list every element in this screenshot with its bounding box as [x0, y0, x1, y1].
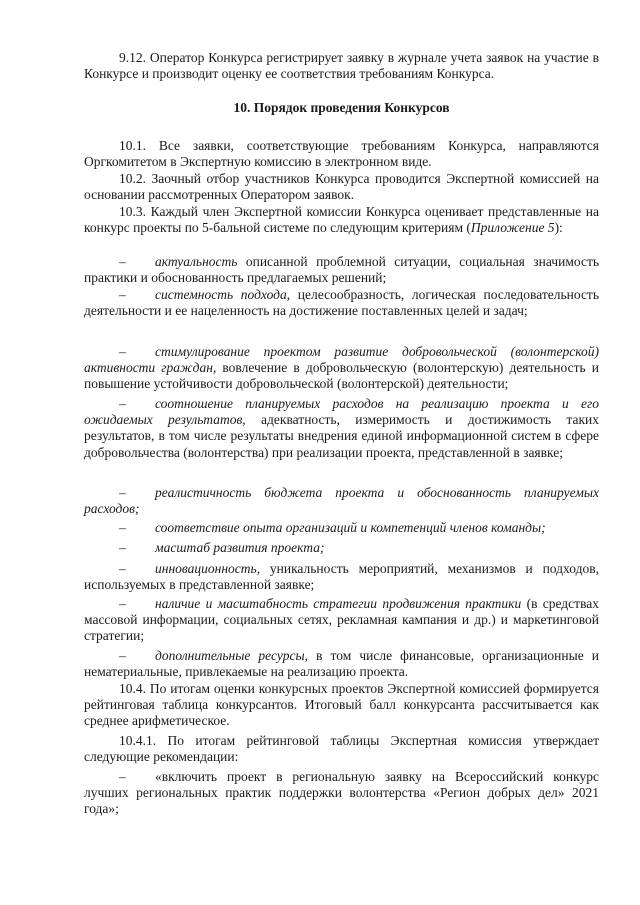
criterion-name: системность подхода, [155, 287, 291, 302]
list-dash: – [119, 485, 126, 500]
criterion-item [84, 287, 599, 319]
criterion-item [84, 254, 599, 286]
paragraph-10-1: 10.1. Все заявки, соответствующие требованиям Конкурса, направляются Оргкомитетом в Экспертную комиссию в электронном виде. [84, 138, 599, 170]
criterion-item [84, 540, 599, 556]
paragraph-10-3-end: ): [554, 220, 563, 236]
criterion-description: описанной проблемной ситуации, социальная значимость практики и обоснованность предлагаемых решений; [84, 254, 599, 286]
list-dash: – [119, 396, 126, 411]
criterion-item [84, 396, 599, 461]
criterion-name: соответствие опыта организаций и компетенций членов команды; [155, 520, 546, 535]
paragraph-10-4-1: 10.4.1. По итогам рейтинговой таблицы Экспертная комиссия утверждает следующие рекомендации: [84, 733, 599, 765]
criterion-name: наличие и масштабность стратегии продвижения практики [155, 596, 522, 611]
criterion-description: в том числе финансовые, организационные и нематериальные, привлекаемые на реализацию проекта. [84, 648, 599, 680]
section-heading: 10. Порядок проведения Конкурсов [233, 100, 450, 115]
list-dash: – [119, 287, 126, 302]
recommendation-item [84, 769, 599, 818]
criterion-name: актуальность [155, 254, 238, 269]
list-dash: – [119, 344, 126, 359]
paragraph-10-4: 10.4. По итогам оценки конкурсных проектов Экспертной комиссией формируется рейтинговая таблица конкурсантов. Итоговый балл конкурсанта рассчитывается как среднее арифметическое. [84, 681, 599, 729]
appendix-reference: Приложение 5 [470, 220, 555, 236]
recommendation-text: «включить проект в региональную заявку на Всероссийский конкурс лучших региональных практик поддержки волонтерства «Регион добрых дел» 2021 года»; [84, 769, 599, 817]
list-dash: – [119, 540, 126, 555]
criterion-description: (в средствах массовой информации, социальных сетях, рекламная кампания и др.) и маркетинговой стратегии; [84, 596, 600, 644]
criterion-description: уникальность мероприятий, механизмов и подходов, используемых в представленной заявке; [84, 561, 599, 593]
criterion-item [84, 344, 599, 393]
criterion-item [84, 485, 599, 517]
paragraph-9-12: 9.12. Оператор Конкурса регистрирует заявку в журнале учета заявок на участие в Конкурсе и производит оценку ее соответствия требованиям Конкурса. [84, 50, 599, 82]
paragraph-10-3-text: 10.3. Каждый член Экспертной комиссии Конкурса оценивает представленные на конкурс проекты по 5-бальной системе по следующим критериям ( [84, 204, 599, 236]
criterion-description: вовлечение в добровольческую (волонтерскую) деятельность и повышение устойчивости добровольческой (волонтерской) деятельности; [84, 360, 599, 392]
paragraph-10-2: 10.2. Заочный отбор участников Конкурса проводится Экспертной комиссией на основании рассмотренных Оператором заявок. [84, 171, 599, 203]
list-dash: – [119, 520, 126, 535]
list-dash: – [119, 254, 126, 269]
criterion-name: стимулирование проектом развитие добровольческой (волонтерской) активности граждан, [84, 344, 599, 376]
list-dash: – [119, 769, 126, 784]
criterion-name: дополнительные ресурсы, [155, 648, 308, 663]
criterion-name: соотношение планируемых расходов на реализацию проекта и его ожидаемых результатов, [84, 396, 599, 428]
list-dash: – [119, 648, 126, 663]
criterion-item [84, 648, 599, 680]
criterion-name: реалистичность бюджета проекта и обоснованность планируемых расходов; [84, 485, 599, 517]
criterion-description: целесообразность, логическая последовательность деятельности и ее нацеленность на достижение поставленных целей и задач; [84, 287, 599, 319]
criterion-item [84, 596, 599, 645]
criterion-item [84, 520, 599, 536]
criterion-name: инновационность, [155, 561, 261, 576]
criterion-description: адекватность, измеримость и достижимость таких результатов, в том числе результаты внедрения единой информационной систем в сфере добровольчества (волонтерства) при реализации проекта, представленной в заявке; [84, 412, 599, 460]
criterion-item [84, 561, 599, 593]
list-dash: – [119, 596, 126, 611]
list-dash: – [119, 561, 126, 576]
criterion-name: масштаб развития проекта; [155, 540, 325, 555]
paragraph-10-3 [84, 204, 599, 236]
